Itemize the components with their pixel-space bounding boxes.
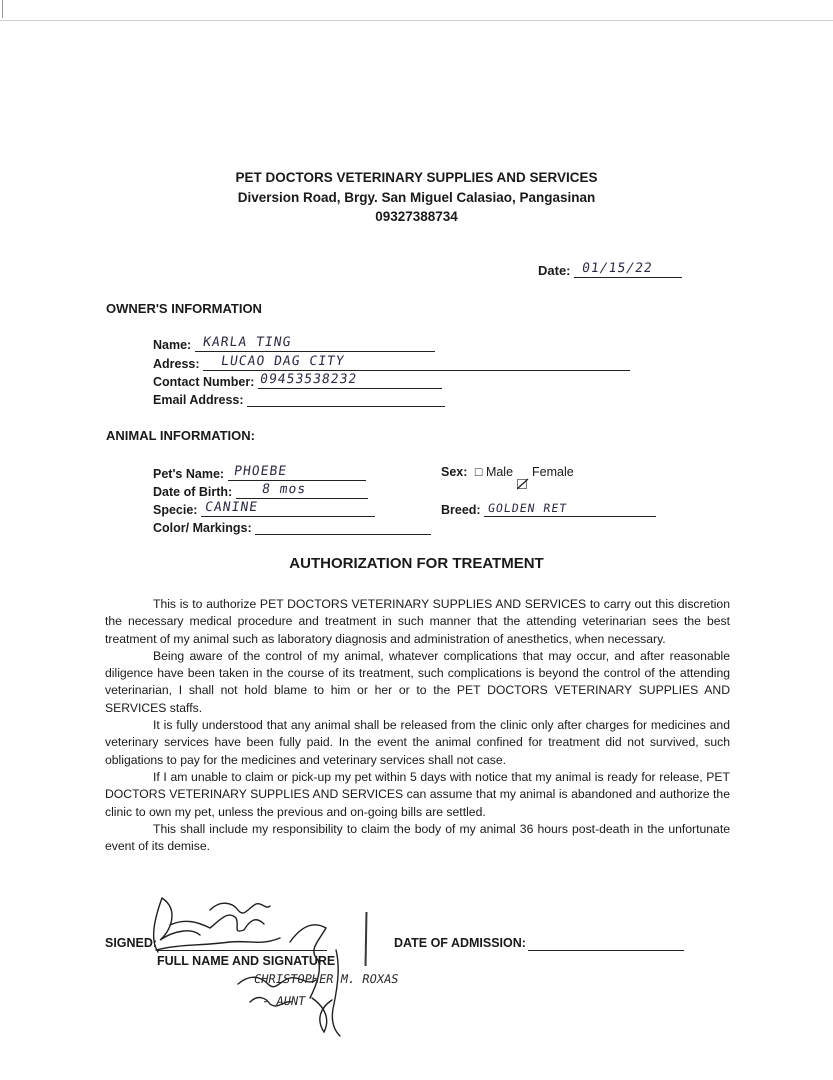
- pet-name-field: [153, 465, 366, 481]
- owner-address-line[interactable]: [203, 355, 630, 371]
- authorization-paragraph: This is to authorize PET DOCTORS VETERINARY SUPPLIES AND SERVICES to carry out this discretion the necessary medical procedure and treatment in such manner that the attending veterinarian sees the best treatment of my animal such as laboratory diagnosis and administration of anesthetics, when necessary.: [105, 597, 730, 646]
- date-of-admission-line[interactable]: [528, 950, 684, 951]
- owner-address-value: LUCAO DAG CITY: [219, 354, 346, 369]
- color-line[interactable]: [255, 519, 431, 535]
- scan-edge: [0, 20, 833, 21]
- handwritten-signature: [140, 880, 450, 1040]
- owner-email-field: [153, 391, 445, 407]
- full-name-label: FULL NAME AND SIGNATURE: [157, 954, 336, 968]
- breed-value: GOLDEN RET: [487, 501, 569, 515]
- authorization-paragraph: It is fully understood that any animal shall be released from the clinic only after charges for medicines and veterinary services have been fully paid. In the event the animal confined for treatment did not survived, such obligations to pay for the medicines and veterinary services shall not case.: [105, 718, 730, 767]
- check-mark-icon: [517, 478, 529, 490]
- owner-name-value: KARLA TING: [201, 335, 293, 350]
- clinic-phone: 09327388734: [375, 209, 458, 224]
- species-line[interactable]: [201, 501, 375, 517]
- signer-name: CHRISTOPHER M. ROXAS: [252, 972, 400, 986]
- pet-name-label: Pet's Name:: [153, 467, 225, 481]
- pet-name-line[interactable]: [228, 465, 366, 481]
- sex-field: [441, 465, 574, 479]
- owner-name-line[interactable]: [195, 336, 435, 352]
- owner-address-label: Adress:: [153, 357, 200, 371]
- authorization-body: [105, 596, 730, 855]
- authorization-paragraph: Being aware of the control of my animal, whatever complications that may occur, and after reasonable diligence have been taken in the course of its treatment, such complications is beyond the control of the attending veterinarian, I shall not hold blame to him or her or to the PET DOCTORS VETERINARY SUPPLIES AND SERVICES staffs.: [105, 648, 730, 715]
- date-label: Date:: [538, 263, 571, 278]
- owner-contact-value: 09453538232: [258, 372, 359, 387]
- dob-value: 8 mos: [260, 482, 307, 497]
- dob-field: [153, 483, 368, 499]
- pet-name-value: PHOEBE: [232, 464, 288, 479]
- dob-label: Date of Birth:: [153, 485, 233, 499]
- owner-section-title: OWNER'S INFORMATION: [106, 301, 262, 316]
- signed-label: SIGNED:: [105, 936, 158, 950]
- breed-label: Breed:: [441, 503, 481, 517]
- color-field: [153, 519, 431, 535]
- owner-contact-label: Contact Number:: [153, 375, 255, 389]
- clinic-name: PET DOCTORS VETERINARY SUPPLIES AND SERVICES: [235, 170, 598, 185]
- owner-email-label: Email Address:: [153, 393, 244, 407]
- signer-relation: - AUNT: [260, 994, 307, 1008]
- clinic-address: Diversion Road, Brgy. San Miguel Calasiao, Pangasinan: [237, 190, 596, 205]
- species-label: Specie:: [153, 503, 198, 517]
- authorization-title: AUTHORIZATION FOR TREATMENT: [289, 555, 544, 572]
- scan-edge-mark: [2, 0, 3, 18]
- authorization-paragraph: If I am unable to claim or pick-up my pet within 5 days with notice that my animal is ready for release, PET DOCTORS VETERINARY SUPPLIES AND SERVICES can assume that my animal is abandoned and authorize the clinic to own my pet, unless the previous and on-going bills are settled.: [105, 769, 730, 819]
- color-label: Color/ Markings:: [153, 521, 252, 535]
- owner-name-label: Name:: [153, 338, 192, 352]
- owner-name-field: [153, 336, 435, 352]
- authorization-paragraph: This shall include my responsibility to claim the body of my animal 36 hours post-death in the unfortunate event of its demise.: [105, 821, 730, 854]
- date-field: [538, 262, 682, 278]
- sex-female-option: Female: [532, 465, 574, 479]
- breed-field: [441, 501, 656, 517]
- owner-contact-line[interactable]: [258, 373, 442, 389]
- sex-label: Sex:: [441, 465, 468, 479]
- sex-male-checkbox[interactable]: □: [474, 465, 483, 479]
- dob-line[interactable]: [236, 483, 368, 499]
- breed-line[interactable]: [484, 501, 656, 517]
- owner-email-line[interactable]: [247, 391, 445, 407]
- date-of-admission-label: DATE OF ADMISSION:: [394, 936, 526, 950]
- owner-address-field: [153, 355, 630, 371]
- sex-male-option: Male: [485, 465, 514, 479]
- species-field: [153, 501, 375, 517]
- owner-contact-field: [153, 373, 442, 389]
- date-line[interactable]: [574, 262, 682, 278]
- species-value: CANINE: [203, 500, 259, 515]
- date-value: 01/15/22: [581, 261, 654, 276]
- animal-section-title: ANIMAL INFORMATION:: [106, 428, 255, 443]
